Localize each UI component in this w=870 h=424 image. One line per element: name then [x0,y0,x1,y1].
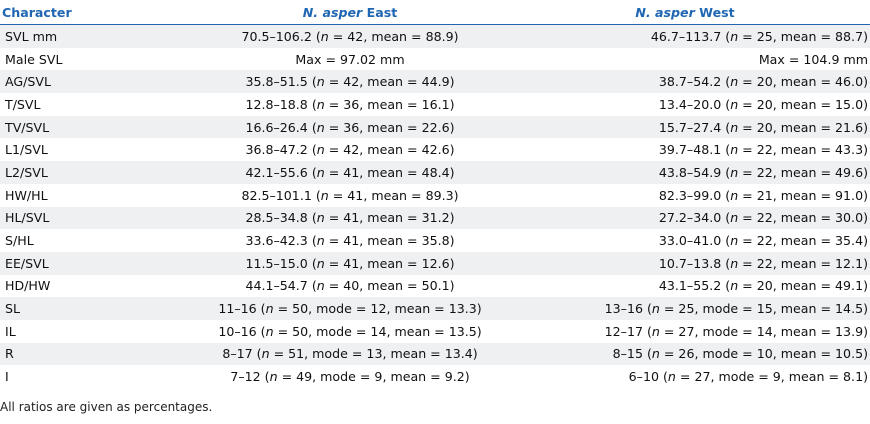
table-row [0,70,870,93]
cell-east-n: n [316,96,325,112]
cell-east-post: = 42, mean = 44.9) [324,74,455,90]
table-row [0,343,870,366]
cell-east-pre: 70.5–106.2 ( [241,28,321,44]
cell-east [200,207,500,230]
header-east [200,0,500,25]
cell-west-pre: 8–15 ( [612,346,652,362]
table-row [0,48,870,71]
table-header [0,0,870,25]
table-row [0,229,870,252]
cell-west-pre: Max = 104.9 mm [758,51,868,67]
cell-west [500,275,870,298]
cell-west-n: n [730,164,739,180]
cell-west-n: n [730,187,739,203]
cell-west-n: n [651,323,660,339]
table-footnote: All ratios are given as percentages. [0,400,213,414]
cell-east [200,138,500,161]
cell-east-n: n [316,233,325,249]
cell-west [500,48,870,71]
cell-west [500,93,870,116]
cell-east [200,25,500,48]
cell-west-post: = 22, mean = 12.1) [738,255,868,271]
table-row [0,116,870,139]
cell-west [500,25,870,48]
cell-east-post: = 50, mode = 14, mean = 13.5) [273,323,482,339]
cell-east-n: n [320,28,329,44]
cell-east-post: = 51, mode = 13, mean = 13.4) [269,346,478,362]
cell-west-n: n [730,278,739,294]
cell-east-n: n [316,278,325,294]
cell-east [200,70,500,93]
cell-character: HD/HW [0,275,200,298]
cell-west-post: = 20, mean = 21.6) [738,119,868,135]
table-row [0,138,870,161]
cell-west-pre: 6–10 ( [628,369,668,385]
table-row [0,252,870,275]
cell-east-n: n [316,164,325,180]
cell-character: SVL mm [0,25,200,48]
header-row [0,0,870,25]
cell-west-n: n [651,346,660,362]
cell-west-n: n [651,301,660,317]
cell-west-post: = 25, mode = 15, mean = 14.5) [659,301,868,317]
table-body [0,25,870,389]
cell-east-pre: 36.8–47.2 ( [245,142,317,158]
cell-west-pre: 82.3–99.0 ( [658,187,731,203]
cell-west [500,116,870,139]
cell-east-post: = 41, mean = 35.8) [324,233,455,249]
cell-west-post: = 27, mode = 9, mean = 8.1) [675,369,868,385]
cell-east-pre: Max = 97.02 mm [295,51,405,67]
cell-east [200,161,500,184]
cell-east-post: = 41, mean = 12.6) [324,255,455,271]
cell-west-post: = 22, mean = 30.0) [738,210,868,226]
cell-west [500,229,870,252]
cell-west-post: = 20, mean = 15.0) [738,96,868,112]
cell-character: L1/SVL [0,138,200,161]
cell-east-n: n [316,142,325,158]
cell-east-pre: 7–12 ( [230,369,270,385]
cell-west-post: = 22, mean = 35.4) [738,233,868,249]
cell-east [200,93,500,116]
cell-east [200,229,500,252]
cell-west [500,252,870,275]
cell-west-post: = 22, mean = 43.3) [738,142,868,158]
cell-east-pre: 8–17 ( [222,346,262,362]
cell-west-pre: 27.2–34.0 ( [658,210,731,226]
cell-east-n: n [269,369,278,385]
table-row [0,93,870,116]
cell-east-pre: 44.1–54.7 ( [245,278,317,294]
cell-west-pre: 12–17 ( [604,323,652,339]
cell-east-n: n [265,301,274,317]
cell-east-pre: 35.8–51.5 ( [245,74,317,90]
header-east-suffix: East [362,4,398,20]
cell-east-pre: 11.5–15.0 ( [245,255,317,271]
cell-east-n: n [316,255,325,271]
cell-character: S/HL [0,229,200,252]
cell-west-n: n [730,255,739,271]
cell-west [500,184,870,207]
header-west [500,0,870,25]
cell-east-pre: 11–16 ( [218,301,266,317]
cell-east-n: n [265,323,274,339]
cell-east-pre: 28.5–34.8 ( [245,210,317,226]
cell-west-post: = 21, mean = 91.0) [738,187,868,203]
cell-character: I [0,365,200,388]
cell-east-post: = 49, mode = 9, mean = 9.2) [277,369,470,385]
cell-west-n: n [730,119,739,135]
table-row [0,25,870,48]
table-row [0,161,870,184]
table-row [0,297,870,320]
cell-west [500,297,870,320]
cell-west-post: = 27, mode = 14, mean = 13.9) [659,323,868,339]
cell-west-n: n [730,96,739,112]
table-row [0,365,870,388]
cell-east-n: n [261,346,270,362]
cell-west-n: n [730,233,739,249]
cell-west [500,161,870,184]
cell-west-post: = 25, mean = 88.7) [738,28,868,44]
cell-character: HL/SVL [0,207,200,230]
table-row [0,207,870,230]
cell-east [200,275,500,298]
cell-east [200,116,500,139]
cell-east-pre: 10–16 ( [218,323,266,339]
cell-west-post: = 20, mean = 49.1) [738,278,868,294]
cell-character: Male SVL [0,48,200,71]
cell-east-n: n [316,74,325,90]
cell-east-pre: 82.5–101.1 ( [241,187,321,203]
cell-east-n: n [316,119,325,135]
cell-east [200,320,500,343]
table-row [0,320,870,343]
cell-east [200,184,500,207]
table-row [0,275,870,298]
cell-east-pre: 12.8–18.8 ( [245,96,317,112]
cell-west-n: n [730,210,739,226]
header-west-suffix: West [694,4,735,20]
cell-east-post: = 40, mean = 50.1) [324,278,455,294]
cell-west-post: = 26, mode = 10, mean = 10.5) [659,346,868,362]
cell-character: HW/HL [0,184,200,207]
cell-east-post: = 36, mean = 16.1) [324,96,455,112]
header-character: Character [0,0,200,25]
cell-character: AG/SVL [0,70,200,93]
cell-east [200,297,500,320]
cell-east [200,252,500,275]
cell-west [500,70,870,93]
cell-west-pre: 10.7–13.8 ( [658,255,731,271]
cell-west [500,320,870,343]
cell-west [500,365,870,388]
cell-east-post: = 41, mean = 48.4) [324,164,455,180]
cell-east [200,343,500,366]
cell-west-post: = 22, mean = 49.6) [738,164,868,180]
cell-east-post: = 36, mean = 22.6) [324,119,455,135]
cell-west-pre: 13.4–20.0 ( [658,96,731,112]
header-west-species: N. asper [635,4,695,20]
cell-west-post: = 20, mean = 46.0) [738,74,868,90]
cell-west-pre: 13–16 ( [604,301,652,317]
cell-character: IL [0,320,200,343]
cell-west-n: n [730,142,739,158]
cell-west-pre: 43.8–54.9 ( [658,164,731,180]
cell-west [500,138,870,161]
cell-west-pre: 43.1–55.2 ( [658,278,731,294]
cell-character: SL [0,297,200,320]
cell-east-pre: 16.6–26.4 ( [245,119,317,135]
cell-west-pre: 15.7–27.4 ( [658,119,731,135]
cell-character: R [0,343,200,366]
cell-west-pre: 33.0–41.0 ( [658,233,731,249]
cell-character: EE/SVL [0,252,200,275]
cell-east-post: = 42, mean = 88.9) [328,28,459,44]
cell-west [500,343,870,366]
cell-west [500,207,870,230]
cell-west-pre: 46.7–113.7 ( [650,28,731,44]
cell-east [200,48,500,71]
cell-west-n: n [730,74,739,90]
cell-east-post: = 42, mean = 42.6) [324,142,455,158]
cell-east-n: n [316,210,325,226]
table-row [0,184,870,207]
cell-east-n: n [320,187,329,203]
cell-east-post: = 50, mode = 12, mean = 13.3) [273,301,482,317]
cell-west-n: n [667,369,676,385]
cell-character: T/SVL [0,93,200,116]
cell-east-pre: 33.6–42.3 ( [245,233,317,249]
cell-east-post: = 41, mean = 89.3) [328,187,459,203]
cell-character: TV/SVL [0,116,200,139]
header-east-species: N. asper [302,4,363,20]
cell-east-post: = 41, mean = 31.2) [324,210,455,226]
cell-east-pre: 42.1–55.6 ( [245,164,317,180]
cell-character: L2/SVL [0,161,200,184]
cell-west-n: n [730,28,739,44]
cell-west-pre: 38.7–54.2 ( [658,74,731,90]
cell-east [200,365,500,388]
cell-west-pre: 39.7–48.1 ( [658,142,731,158]
